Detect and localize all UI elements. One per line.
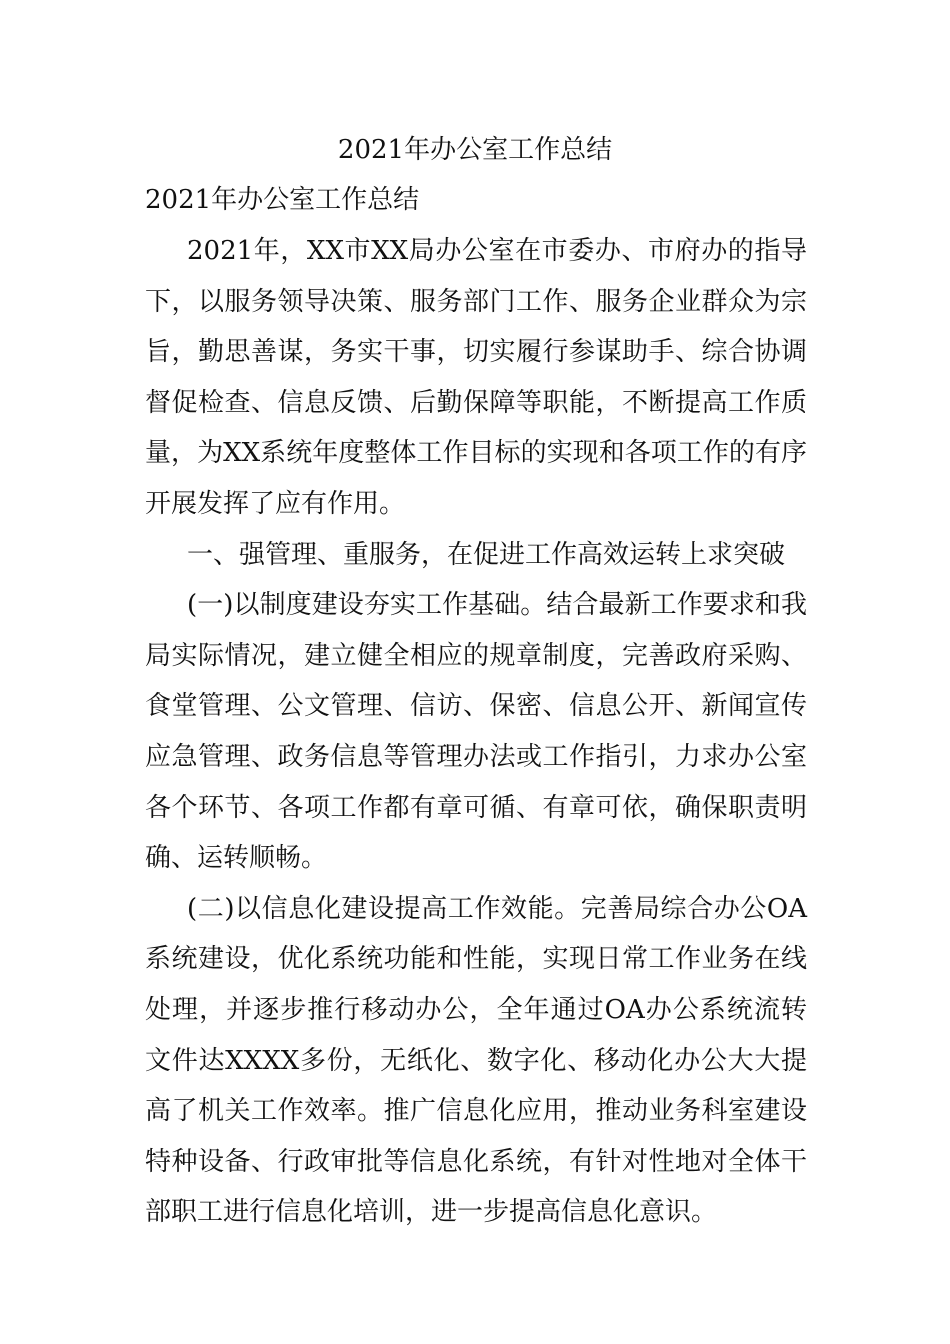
paragraph-item-1: (一)以制度建设夯实工作基础。结合最新工作要求和我局实际情况，建立健全相应的规章制度，完善政府采购、食堂管理、公文管理、信访、保密、信息公开、新闻宣传应急管理、政务信息等管理办法或工作指引，力求办公室各个环节、各项工作都有章可循、有章可依，确保职责明确、运转顺畅。 bbox=[145, 590, 807, 874]
intro-paragraph: 2021年，XX市XX局办公室在市委办、市府办的指导下，以服务领导决策、服务部门工作、服务企业群众为宗旨，勤思善谋，务实干事，切实履行参谋助手、综合协调督促检查、信息反馈、后勤保障等职能，不断提高工作质量，为XX系统年度整体工作目标的实现和各项工作的有序开展发挥了应有作用。 bbox=[145, 236, 807, 519]
document-body bbox=[145, 226, 807, 1238]
document-title: 2021年办公室工作总结 bbox=[337, 135, 613, 165]
paragraph-item-2: (二)以信息化建设提高工作效能。完善局综合办公OA系统建设，优化系统功能和性能，实现日常工作业务在线处理，并逐步推行移动办公，全年通过OA办公系统流转文件达XXXX多份，无纸化、数字化、移动化办公大大提高了机关工作效率。推广信息化应用，推动业务科室建设特种设备、行政审批等信息化系统，有针对性地对全体干部职工进行信息化培训，进一步提高信息化意识。 bbox=[145, 893, 807, 1228]
document-subtitle: 2021年办公室工作总结 bbox=[145, 185, 420, 215]
section-heading-1: 一、强管理、重服务，在促进工作高效运转上求突破 bbox=[187, 539, 786, 570]
